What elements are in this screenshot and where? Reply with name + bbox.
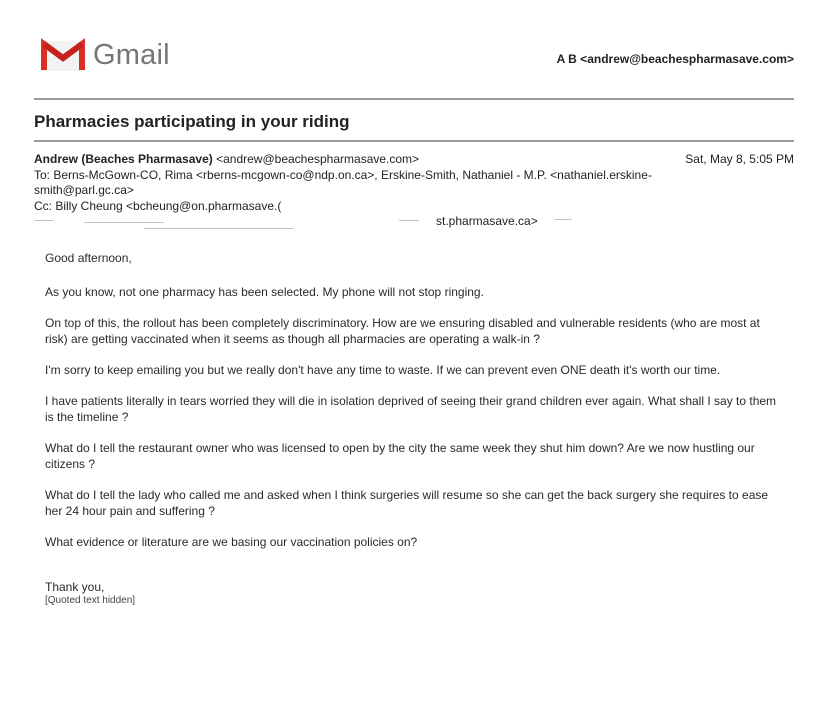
cc-recipients: Cc: Billy Cheung <bcheung@on.pharmasave.( — [34, 198, 282, 213]
gmail-wordmark: Gmail — [93, 39, 170, 71]
message-header — [34, 142, 794, 232]
body-paragraph: I'm sorry to keep emailing you but we really don't have any time to waste. If we can prevent even ONE death it's worth our time. — [45, 363, 721, 377]
redaction-mark — [399, 220, 419, 221]
redaction-mark — [144, 228, 294, 229]
to-recipients-line-1: To: Berns-McGown-CO, Rima <rberns-mcgown-co@ndp.on.ca>, Erskine-Smith, Nathaniel - M.P. <nathaniel.erskine- — [34, 167, 652, 182]
body-paragraph: I have patients literally in tears worried they will die in isolation deprived of seeing their grand children ever again. What shall I say to them is the timeline ? — [45, 394, 777, 424]
print-header — [34, 0, 794, 98]
email-subject: Pharmacies participating in your riding — [34, 112, 350, 131]
body-paragraph: What do I tell the restaurant owner who was licensed to open by the city the same week they shut him down? Are we now hustling our citizens ? — [45, 441, 755, 471]
sender-address: <andrew@beachespharmasave.com> — [216, 152, 420, 166]
redaction-mark — [84, 222, 164, 223]
quoted-text-toggle[interactable]: [Quoted text hidden] — [45, 595, 136, 606]
sender — [34, 152, 419, 168]
from-row — [34, 152, 794, 168]
gmail-logo — [41, 38, 170, 72]
redaction-mark — [554, 219, 572, 220]
body-paragraph: On top of this, the rollout has been completely discriminatory. How are we ensuring disabled and vulnerable residents (who are most at risk) are getting vaccinated when it seems as though all pharmacies are operating a walk-in ? — [45, 316, 760, 346]
email-print-view — [34, 0, 794, 607]
redaction-mark — [34, 220, 54, 221]
greeting: Good afternoon, — [45, 251, 132, 265]
body-paragraph: What do I tell the lady who called me and asked when I think surgeries will resume so she can get the back surgery she requires to ease her 24 hour pain and suffering ? — [45, 488, 769, 518]
gmail-m-icon — [41, 38, 85, 72]
partial-recipient: st.pharmasave.ca> — [436, 214, 538, 228]
message-date: Sat, May 8, 5:05 PM — [685, 152, 794, 166]
sender-name: Andrew (Beaches Pharmasave) — [34, 152, 213, 166]
redacted-recipients — [34, 214, 794, 232]
to-recipients-line-2: smith@parl.gc.ca> — [34, 183, 134, 197]
body-paragraph: What evidence or literature are we basing our vaccination policies on? — [45, 535, 418, 549]
signoff: Thank you, — [45, 580, 105, 594]
body-paragraph: As you know, not one pharmacy has been selected. My phone will not stop ringing. — [45, 285, 484, 299]
message-body — [34, 232, 785, 607]
account-identity: A B <andrew@beachespharmasave.com> — [556, 52, 794, 66]
